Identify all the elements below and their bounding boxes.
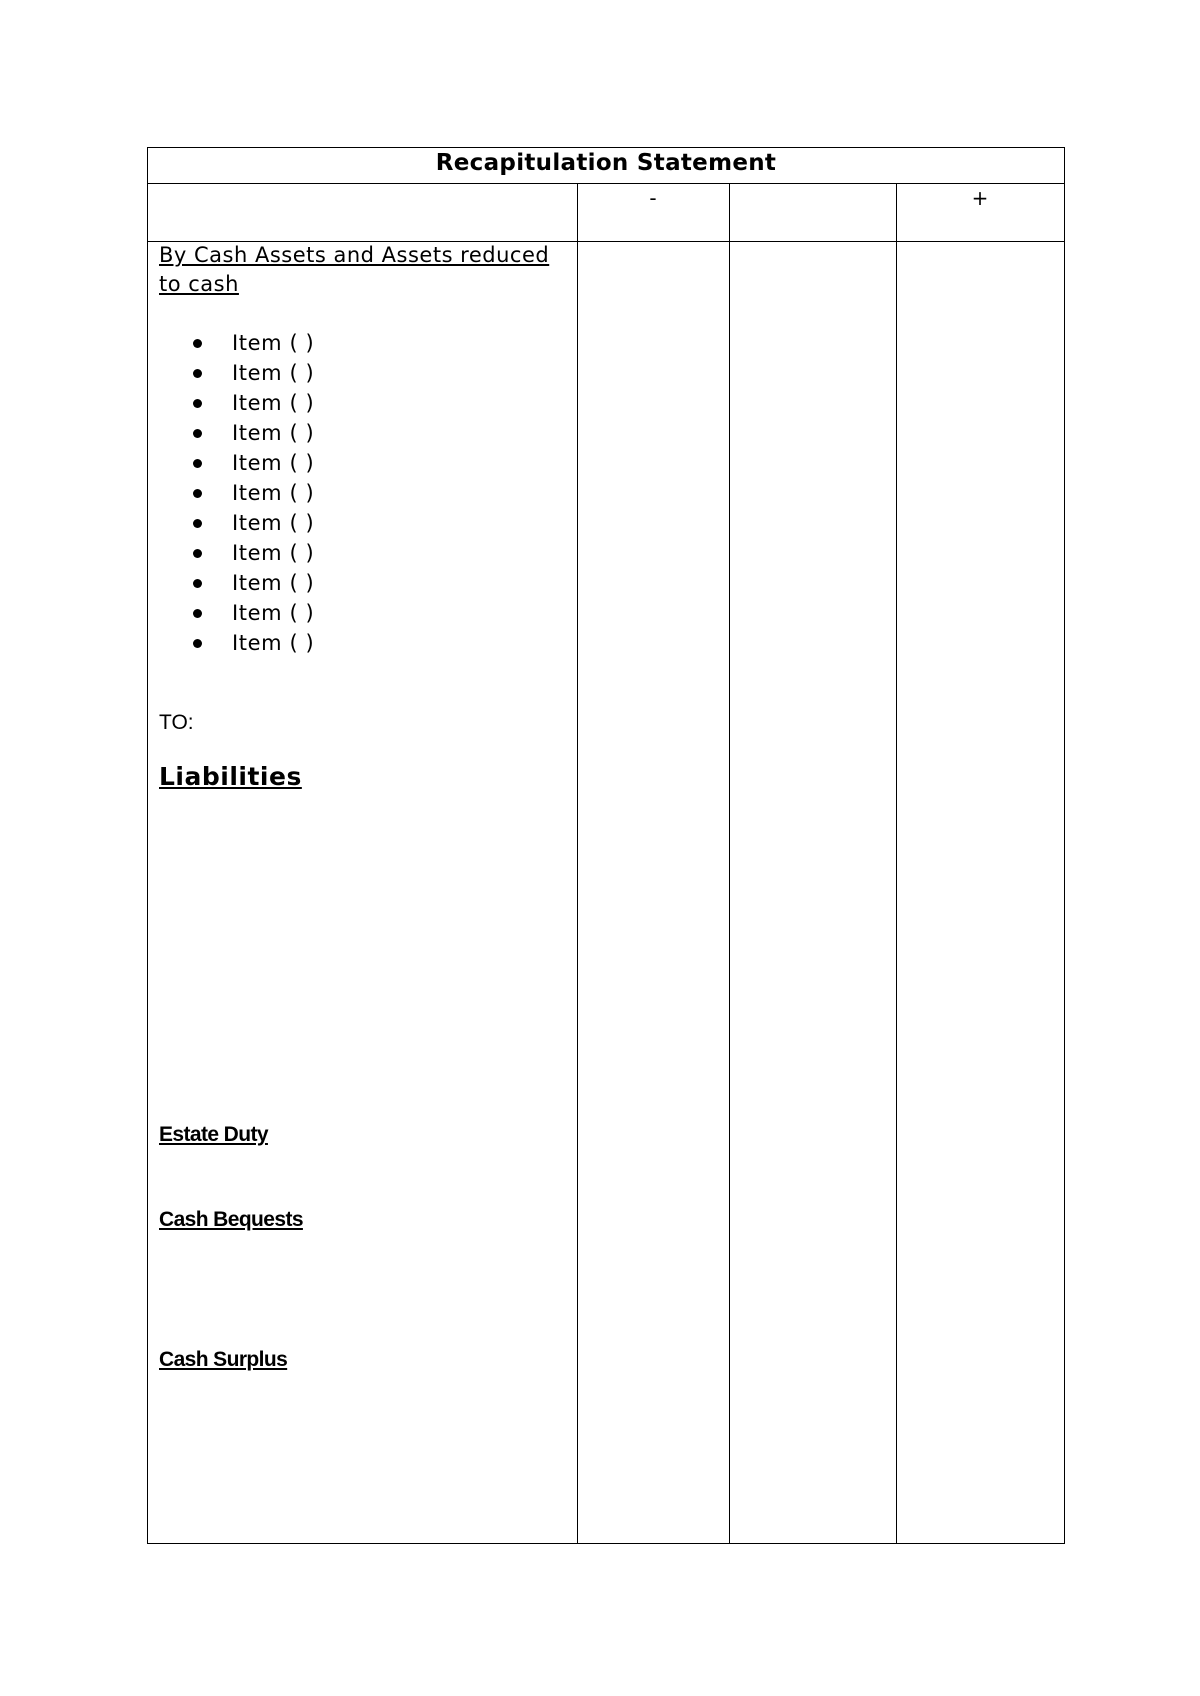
item-label: Item ( )	[232, 331, 315, 355]
list-item	[188, 538, 314, 568]
minus-column-header: -	[649, 186, 657, 210]
bullet-icon	[193, 489, 202, 498]
item-label: Item ( )	[232, 631, 315, 655]
bullet-icon	[193, 549, 202, 558]
list-item	[188, 568, 314, 598]
bullet-icon	[193, 609, 202, 618]
list-item	[188, 628, 314, 658]
bullet-icon	[193, 639, 202, 648]
item-label: Item ( )	[232, 361, 315, 385]
item-label: Item ( )	[232, 451, 315, 475]
bullet-icon	[193, 519, 202, 528]
item-label: Item ( )	[232, 511, 315, 535]
bullet-icon	[193, 429, 202, 438]
list-item	[188, 448, 314, 478]
to-label: TO:	[159, 711, 194, 734]
cash-surplus-heading: Cash Surplus	[159, 1348, 288, 1371]
estate-duty-heading: Estate Duty	[159, 1123, 268, 1146]
list-item	[188, 388, 314, 418]
list-item	[188, 418, 314, 448]
item-label: Item ( )	[232, 481, 315, 505]
assets-heading: By Cash Assets and Assets reduced to cash	[159, 243, 550, 296]
asset-items-list	[188, 328, 314, 658]
list-item	[188, 358, 314, 388]
plus-column-header: +	[971, 186, 989, 210]
statement-title: Recapitulation Statement	[148, 148, 1064, 184]
item-label: Item ( )	[232, 421, 315, 445]
liabilities-heading: Liabilities	[159, 762, 302, 791]
list-item	[188, 478, 314, 508]
recapitulation-table	[147, 147, 1065, 1544]
item-label: Item ( )	[232, 541, 315, 565]
column-divider-description	[577, 183, 578, 1543]
column-divider-minus	[729, 183, 730, 1543]
item-label: Item ( )	[232, 571, 315, 595]
item-label: Item ( )	[232, 601, 315, 625]
list-item	[188, 598, 314, 628]
column-divider-middle	[896, 183, 897, 1543]
list-item	[188, 328, 314, 358]
bullet-icon	[193, 459, 202, 468]
list-item	[188, 508, 314, 538]
bullet-icon	[193, 339, 202, 348]
item-label: Item ( )	[232, 391, 315, 415]
cash-bequests-heading: Cash Bequests	[159, 1208, 303, 1231]
bullet-icon	[193, 399, 202, 408]
bullet-icon	[193, 369, 202, 378]
bullet-icon	[193, 579, 202, 588]
